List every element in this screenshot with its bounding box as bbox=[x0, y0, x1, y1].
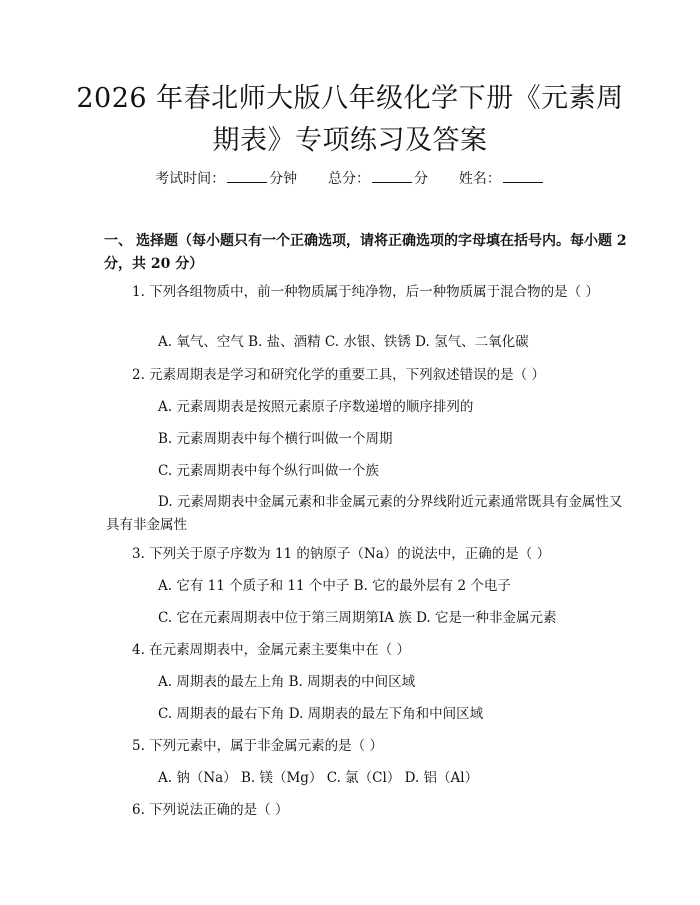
question-2-option-c: C. 元素周期表中每个纵行叫做一个族 bbox=[158, 463, 379, 479]
question-4: 4. 在元素周期表中，金属元素主要集中在（ ） bbox=[132, 642, 410, 658]
question-2-option-a: A. 元素周期表是按照元素原子序数递增的顺序排列的 bbox=[158, 399, 474, 415]
document-title bbox=[60, 78, 640, 162]
question-2: 2. 元素周期表是学习和研究化学的重要工具，下列叙述错误的是（ ） bbox=[132, 367, 545, 383]
question-4-options-ab: A. 周期表的最左上角 B. 周期表的中间区域 bbox=[158, 674, 416, 690]
exam-time-blank bbox=[227, 168, 267, 183]
question-5-options: A. 钠（Na） B. 镁（Mg） C. 氯（Cl） D. 铝（Al） bbox=[158, 770, 479, 786]
question-3-options-cd: C. 它在元素周期表中位于第三周期第ⅠA 族 D. 它是一种非金属元素 bbox=[158, 610, 557, 626]
total-score-unit: 分 bbox=[414, 171, 428, 187]
student-name-label: 姓名： bbox=[458, 171, 501, 187]
question-6: 6. 下列说法正确的是（ ） bbox=[132, 802, 289, 818]
title-line-2: 期表》专项练习及答案 bbox=[212, 125, 488, 156]
question-2-option-b: B. 元素周期表中每个横行叫做一个周期 bbox=[158, 431, 393, 447]
exam-time-label: 考试时间： bbox=[155, 171, 226, 187]
section-heading bbox=[104, 230, 634, 276]
question-1-options: A. 氧气、空气 B. 盐、酒精 C. 水银、铁锈 D. 氢气、二氧化碳 bbox=[158, 334, 529, 350]
question-5: 5. 下列元素中，属于非金属元素的是（ ） bbox=[132, 738, 383, 754]
title-line-1: 2026 年春北师大版八年级化学下册《元素周 bbox=[76, 83, 624, 114]
section-number: 一、 bbox=[104, 233, 132, 249]
total-score-blank bbox=[372, 168, 412, 183]
exam-info-row bbox=[0, 168, 700, 188]
question-3-options-ab: A. 它有 11 个质子和 11 个中子 B. 它的最外层有 2 个电子 bbox=[158, 578, 511, 594]
student-name-blank bbox=[503, 168, 543, 183]
question-1: 1. 下列各组物质中，前一种物质属于纯净物，后一种物质属于混合物的是（ ） bbox=[132, 284, 599, 300]
question-4-options-cd: C. 周期表的最右下角 D. 周期表的最左下角和中间区域 bbox=[158, 706, 484, 722]
question-2-option-d: D. 元素周期表中金属元素和非金属元素的分界线附近元素通常既具有金属性又具有非金属性 bbox=[106, 494, 623, 533]
exam-time-unit: 分钟 bbox=[269, 171, 298, 187]
section-heading-text: 选择题（每小题只有一个正确选项，请将正确选项的字母填在括号内。每小题 2 分，共 20 分） bbox=[104, 233, 627, 272]
question-3: 3. 下列关于原子序数为 11 的钠原子（Na）的说法中，正确的是（ ） bbox=[132, 546, 551, 562]
total-score-label: 总分： bbox=[328, 171, 370, 187]
